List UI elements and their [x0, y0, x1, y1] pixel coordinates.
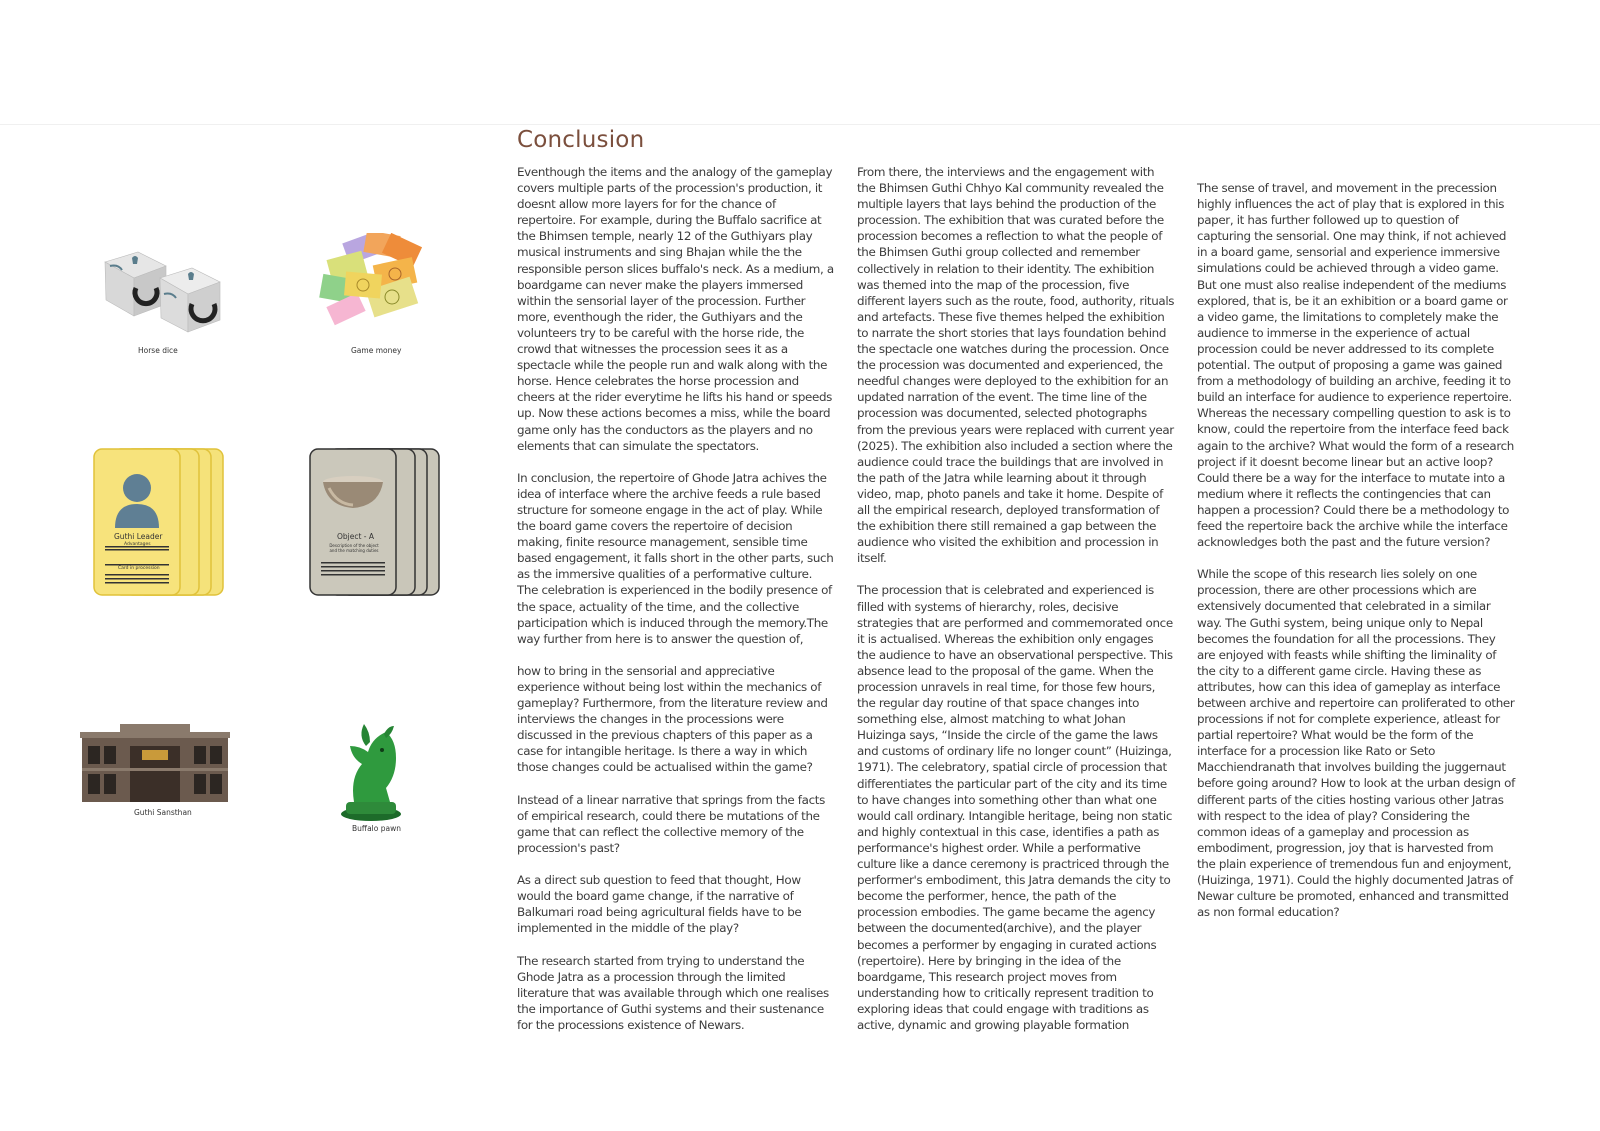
- text-column-3: [1197, 180, 1515, 936]
- object-card-stack: [309, 448, 443, 598]
- object-card-sub1: Description of the object and the matching duties: [329, 543, 379, 553]
- guthi-leader-card-title: Guthi Leader: [114, 532, 163, 541]
- paragraph: As a direct sub question to feed that thought, How would the board game change, if the narrative of Balkumari road being agricultural fields have to be implemented in the middle of the play?: [517, 873, 802, 936]
- guthi-leader-card-sub2: Card in procession: [118, 566, 160, 571]
- building-icon: [80, 724, 230, 802]
- horse-dice-image: [100, 244, 230, 340]
- paragraph: Instead of a linear narrative that springs from the facts of empirical research, could there be mutations of the game that can reflect the collective memory of the procession's past?: [517, 792, 825, 855]
- paragraph: While the scope of this research lies solely on one procession, there are other processions which are extensively documented that celebrated in a similar way. The Guthi system, being unique only to Nepal becomes the foundation for all the processions. They are enjoyed with feasts while shifting the liminality of the city to a different game circle. Having these as attributes, how can this idea of gameplay as interface between archive and repertoire can proliferated to other processions if not for complete experience, atleast for partial repertoire? What would be the form of the interface for a procession like Rato or Seto Macchiendranath that involves building the juggernaut before going around? How to look at the urban design of different parts of the cities hosting various other Jatras with respect to the idea of play? Considering the common ideas of a gameplay and procession as embodiment, progression, joy that is harvested from the plain experience of tremendous fun and enjoyment, (Huizinga, 1971). Could the highly documented Jatras of Newar culture be promoted, enhanced and transmitted as non formal education?: [1197, 567, 1515, 920]
- paragraph: In conclusion, the repertoire of Ghode Jatra achives the idea of interface where the archive feeds a rule based structure for someone engage in the act of play. While the board game covers the repertoire of decision making, finite resource management, sensible time based engagement, it falls short in the other parts, such as the immersive qualities of a performative culture. The celebration is experienced in the bodily presence of the space, actuality of the time, and the collective participation which is induced through the memory.The way further from here is to answer the question of,: [517, 470, 834, 646]
- text-column-1: [517, 164, 835, 1049]
- paragraph: The research started from trying to understand the Ghode Jatra as a procession through the limited literature that was available through which one realises the importance of Guthi systems and their sustenance for the processions existence of Newars.: [517, 953, 829, 1032]
- page-title: Conclusion: [517, 127, 645, 153]
- object-card-title: Object - A: [337, 532, 375, 541]
- dice-icon: [105, 252, 220, 332]
- caption-buffalo-pawn: Buffalo pawn: [352, 824, 401, 833]
- caption-guthi-sansthan: Guthi Sansthan: [134, 808, 192, 817]
- caption-horse-dice: Horse dice: [138, 346, 178, 355]
- caption-game-money: Game money: [351, 346, 402, 355]
- header-divider: [0, 124, 1600, 125]
- paragraph: The procession that is celebrated and experienced is filled with systems of hierarchy, roles, decisive strategies that are performed and commemorated once it is actualised. Whereas the exhibition only engages the audience to have an observational perspective. This absence lead to the proposal of the game. When the procession unravels in real time, for those few hours, the regular day routine of that space changes into something else, almost matching to what Johan Huizinga says, “Inside the circle of the game the laws and customs of ordinary life no longer count” (Huizinga, 1971). The celebratory, spatial circle of procession that differentiates the particular part of the city and its time to have changes into something other than what one would call ordinary. Intangible heritage, being non static and highly contextual in this case, identifies a path as performance's highest order. While a performative culture like a dance ceremony is practriced through the performer's embodiment, this Jatra demands the city to become the performer, hence, the path of the procession embodies. The game became the agency between the documented(archive), and the player becomes a performer by engaging in curated actions (repertoire). Here by bringing in the idea of the boardgame, This research project moves from understanding how to critically represent tradition to exploring ideas that could engage with traditions as active, dynamic and growing playable formation: [857, 583, 1173, 1032]
- guthi-leader-card-stack: [93, 448, 227, 598]
- role-card-icon: [94, 449, 223, 595]
- buffalo-pawn-image: [336, 722, 406, 822]
- text-column-2: [857, 164, 1175, 1049]
- object-card-icon: [310, 449, 439, 595]
- paragraph: how to bring in the sensorial and appreciative experience without being lost within the mechanics of gameplay? Furthermore, from the literature review and interviews the changes in the processions were discussed in the previous chapters of this paper as a case for intangible heritage. Is there a way in which those changes could be actualised within the game?: [517, 663, 828, 775]
- paragraph: Eventhough the items and the analogy of the gameplay covers multiple parts of the procession's production, it doesnt allow more layers for for the chance of repertoire. For example, during the Buffalo sacrifice at the Bhimsen temple, nearly 12 of the Guthiyars play musical instruments and sing Bhajan while the the responsible person slices buffalo's neck. As a medium, a boardgame can never make the players immersed within the sensorial layer of the procession. Further more, eventhough the rider, the Guthiyars and the volunteers try to be careful with the horse ride, the crowd that witnesses the procession sees it as a spectacle while the people run and walk along with the horse. Hence celebrates the horse procession and cheers at the rider everytime he lifts his hand or speeds up. Now these actions becomes a miss, while the board game only has the conductors as the players and no elements that can simulate the spectators.: [517, 165, 834, 453]
- paragraph: The sense of travel, and movement in the precession highly influences the act of play that is explored in this paper, it has further followed up to question of capturing the sensorial. One may think, if not achieved in a board game, sensorial and experience immersive simulations could be achieved through a video game. But one must also realise independent of the mediums explored, that is, be it an exhibition or a board game or a video game, the limitations to completely make the audience to immerse in the experience of actual procession could be never addressed to its complete potential. The output of proposing a game was gained from a methodology of building an archive, feeding it to build an interface for audience to experience repertoire. Whereas the necessary compelling question to ask is to know, could the repertoire from the interface feed back again to the archive? What would the form of a research project if it doesnt become linear but an active loop? Could there be a way for the interface to mutate into a medium where it reflects the contingencies that can happen a procession? Could there be a methodology to feed the repertoire back the archive while the interface acknowledges both the past and the future version?: [1197, 181, 1514, 550]
- chess-knight-icon: [341, 724, 401, 821]
- guthi-sansthan-image: [80, 722, 230, 804]
- guthi-leader-card-sub1: Advantages: [124, 542, 151, 547]
- paragraph: From there, the interviews and the engagement with the Bhimsen Guthi Chhyo Kal community revealed the multiple layers that lays behind the production of the procession. The exhibition that was curated before the procession becomes a reflection to what the people of the Bhimsen Guthi group collected and remember collectively in relation to their identity. The exhibition was themed into the map of the procession, five different layers such as the route, food, authority, rituals and artefacts. These five themes helped the exhibition to narrate the short stories that lays foundation behind the spectacle one watches during the procession. Once the procession was documented and experienced, the needful changes were deployed to the exhibition for an updated narration of the event. The time line of the procession was documented, selected photographs from the previous years were replaced with current year (2025). The exhibition also included a section where the audience could trace the buildings that are involved in the path of the Jatra while learning about it through video, map, photo panels and take it home. Despite of all the empirical research, deployed transformation of the exhibition there still remained a gap between the audience who visited the exhibition and procession in itself.: [857, 165, 1175, 566]
- banknotes-icon: [319, 233, 422, 325]
- game-money-image: [315, 233, 435, 333]
